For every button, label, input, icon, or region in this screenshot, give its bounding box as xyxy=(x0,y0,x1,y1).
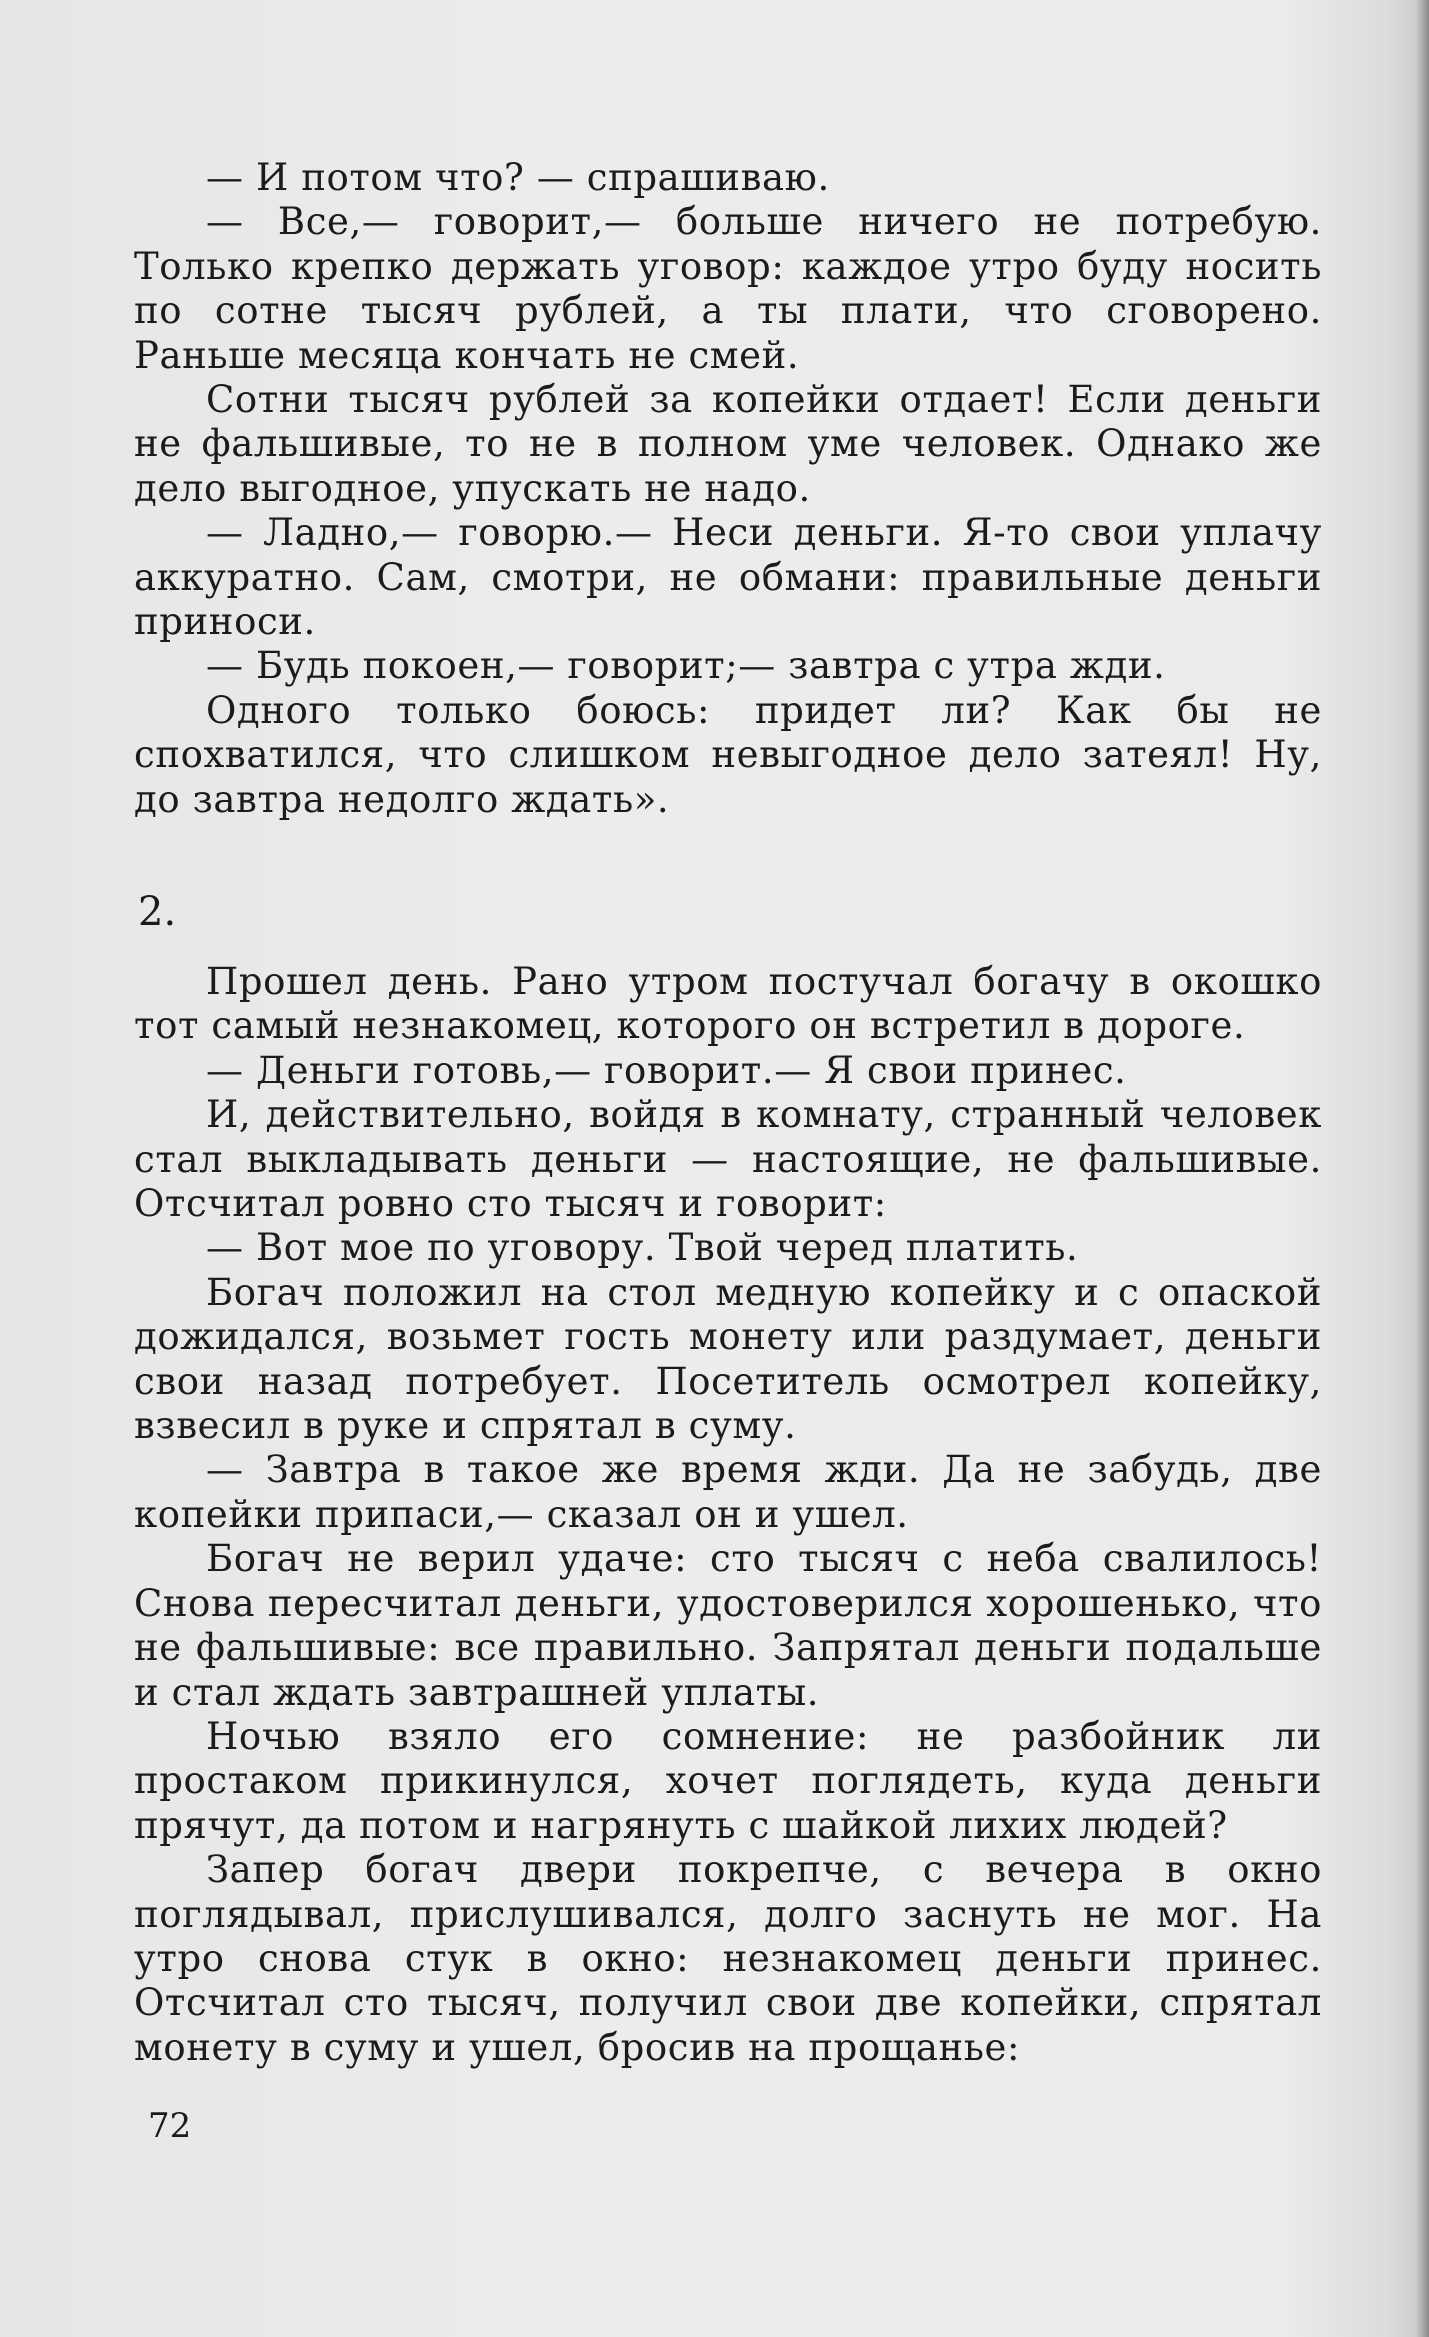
paragraph: — Деньги готовь,— говорит.— Я свои принес. xyxy=(206,1048,1127,1092)
paragraph: — Ладно,— говорю.— Неси деньги. Я-то свои уплачу аккуратно. Сам, смотри, не обмани: правильные деньги приноси. xyxy=(134,511,1322,644)
section-number: 2. xyxy=(138,889,177,935)
text-block-top xyxy=(134,156,1322,822)
paragraph: Одного только боюсь: придет ли? Как бы не спохватился, что слишком невыгодное дело затеял! Ну, до завтра недолго ждать». xyxy=(134,688,1322,821)
paragraph: — Вот мое по уговору. Твой черед платить. xyxy=(206,1226,1079,1270)
paragraph: Прошел день. Рано утром постучал богачу в окошко тот самый незнакомец, которого он встретил в дороге. xyxy=(134,960,1322,1048)
paragraph: — Завтра в такое же время жди. Да не забудь, две копейки припаси,— сказал он и ушел. xyxy=(134,1448,1322,1536)
paragraph: — И потом что? — спрашиваю. xyxy=(206,156,830,199)
text-block-section-2 xyxy=(134,960,1322,2070)
paragraph: Богач положил на стол медную копейку и с опаской дожидался, возьмет гость монету или раздумает, деньги свои назад потребует. Посетитель осмотрел копейку, взвесил в руке и спрятал в суму. xyxy=(134,1270,1322,1448)
paragraph: Запер богач двери покрепче, с вечера в окно поглядывал, прислушивался, долго заснуть не мог. На утро снова стук в окно: незнакомец деньги принес. Отсчитал сто тысяч, получил свои две копейки, спрятал монету в суму и ушел, бросив на прощанье: xyxy=(134,1848,1322,2069)
paragraph: И, действительно, войдя в комнату, странный человек стал выкладывать деньги — настоящие, не фальшивые. Отсчитал ровно сто тысяч и говорит: xyxy=(134,1093,1322,1226)
paragraph: Богач не верил удаче: сто тысяч с неба свалилось! Снова пересчитал деньги, удостоверился хорошенько, что не фальшивые: все правильно. Запрятал деньги подальше и стал ждать завтрашней уплаты. xyxy=(134,1537,1322,1714)
page-binding-shadow xyxy=(1415,0,1429,2337)
paragraph: Ночью взяло его сомнение: не разбойник ли простаком прикинулся, хочет поглядеть, куда деньги прячут, да потом и нагрянуть с шайкой лихих людей? xyxy=(134,1714,1322,1847)
page-number: 72 xyxy=(148,2106,192,2146)
paragraph: — Будь покоен,— говорит;— завтра с утра жди. xyxy=(206,644,1166,688)
paragraph: Сотни тысяч рублей за копейки отдает! Если деньги не фальшивые, то не в полном уме человек. Однако же дело выгодное, упускать не надо. xyxy=(134,378,1322,510)
paragraph: — Все,— говорит,— больше ничего не потребую. Только крепко держать уговор: каждое утро буду носить по сотне тысяч рублей, а ты плати, что сговорено. Раньше месяца кончать не смей. xyxy=(134,200,1322,377)
